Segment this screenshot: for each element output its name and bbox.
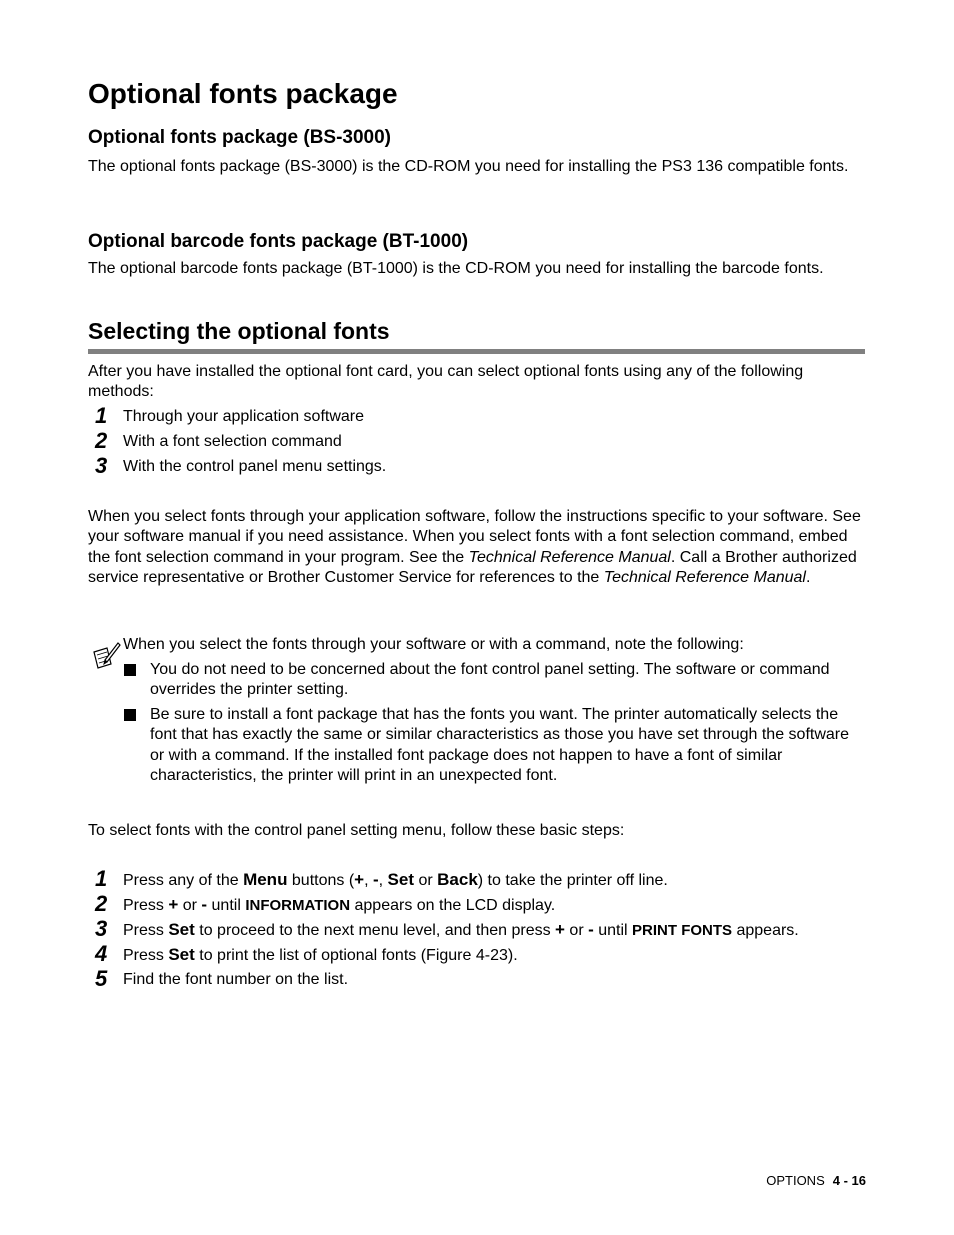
step-number: 5 — [95, 966, 108, 991]
footer-section: OPTIONS — [766, 1173, 825, 1188]
method-item: With the control panel menu settings. — [123, 458, 387, 475]
page-footer — [700, 1173, 866, 1188]
method-item: With a font selection command — [123, 433, 342, 450]
manual-reference: Technical Reference Manual — [603, 568, 806, 586]
step-item: Press Set to print the list of optional fonts (Figure 4-23). — [123, 945, 518, 964]
section-heading-bs3000: Optional fonts package (BS-3000) — [88, 127, 392, 148]
method-item: Through your application software — [123, 408, 365, 425]
bullet-marker — [124, 664, 136, 676]
step-number: 4 — [95, 941, 108, 966]
method-number: 2 — [95, 428, 108, 453]
note-lead: When you select the fonts through your software or with a command, note the following: — [123, 636, 744, 653]
bullet-marker — [124, 709, 136, 721]
step-number: 1 — [95, 866, 108, 891]
section-heading-bt1000: Optional barcode fonts package (BT-1000) — [88, 231, 469, 252]
section-body-bs3000: The optional fonts package (BS-3000) is the CD-ROM you need for installing the PS3 136 compatible fonts. — [88, 158, 849, 175]
note-pencil-icon — [91, 640, 121, 670]
manual-reference: Technical Reference Manual — [468, 548, 671, 566]
step-item: Press Set to proceed to the next menu level, and then press + or - until PRINT FONTS appears. — [123, 920, 799, 939]
method-number: 1 — [95, 403, 108, 428]
software-paragraph: When you select fonts through your application software, follow the instructions specific to your software. See your software manual if you need assistance. When you select fonts with a font selection command, embed the font selection command in your program. See the Technical Reference Manual. Call a Brother authorized service representative or Brother Customer Service for references to the Technical Reference Manual. — [88, 508, 861, 586]
step-number: 3 — [95, 916, 108, 941]
note-bullet: You do not need to be concerned about the font control panel setting. The software or command overrides the printer setting. — [150, 661, 830, 699]
selecting-intro: After you have installed the optional font card, you can select optional fonts using any of the following methods: — [88, 363, 804, 401]
step-number: 2 — [95, 891, 108, 916]
method-number: 3 — [95, 453, 108, 478]
page-number: 4 - 16 — [832, 1173, 866, 1188]
note-bullet: Be sure to install a font package that has the fonts you want. The printer automatically selects the font that has exactly the same or similar characteristics as those you have set through the software or with a command. If the installed font package does not happen to have a font of similar characteristics, the printer will print in an unexpected font. — [150, 706, 850, 784]
steps-intro: To select fonts with the control panel setting menu, follow these basic steps: — [88, 822, 625, 839]
step-item: Press + or - until INFORMATION appears on the LCD display. — [123, 895, 556, 914]
section-heading-selecting: Selecting the optional fonts — [88, 318, 390, 344]
step-item: Find the font number on the list. — [123, 971, 349, 988]
page-title: Optional fonts package — [88, 78, 398, 109]
heading-rule — [88, 349, 865, 354]
section-body-bt1000: The optional barcode fonts package (BT-1000) is the CD-ROM you need for installing the barcode fonts. — [88, 260, 824, 277]
step-item: Press any of the Menu buttons (+, -, Set or Back) to take the printer off line. — [123, 870, 668, 889]
